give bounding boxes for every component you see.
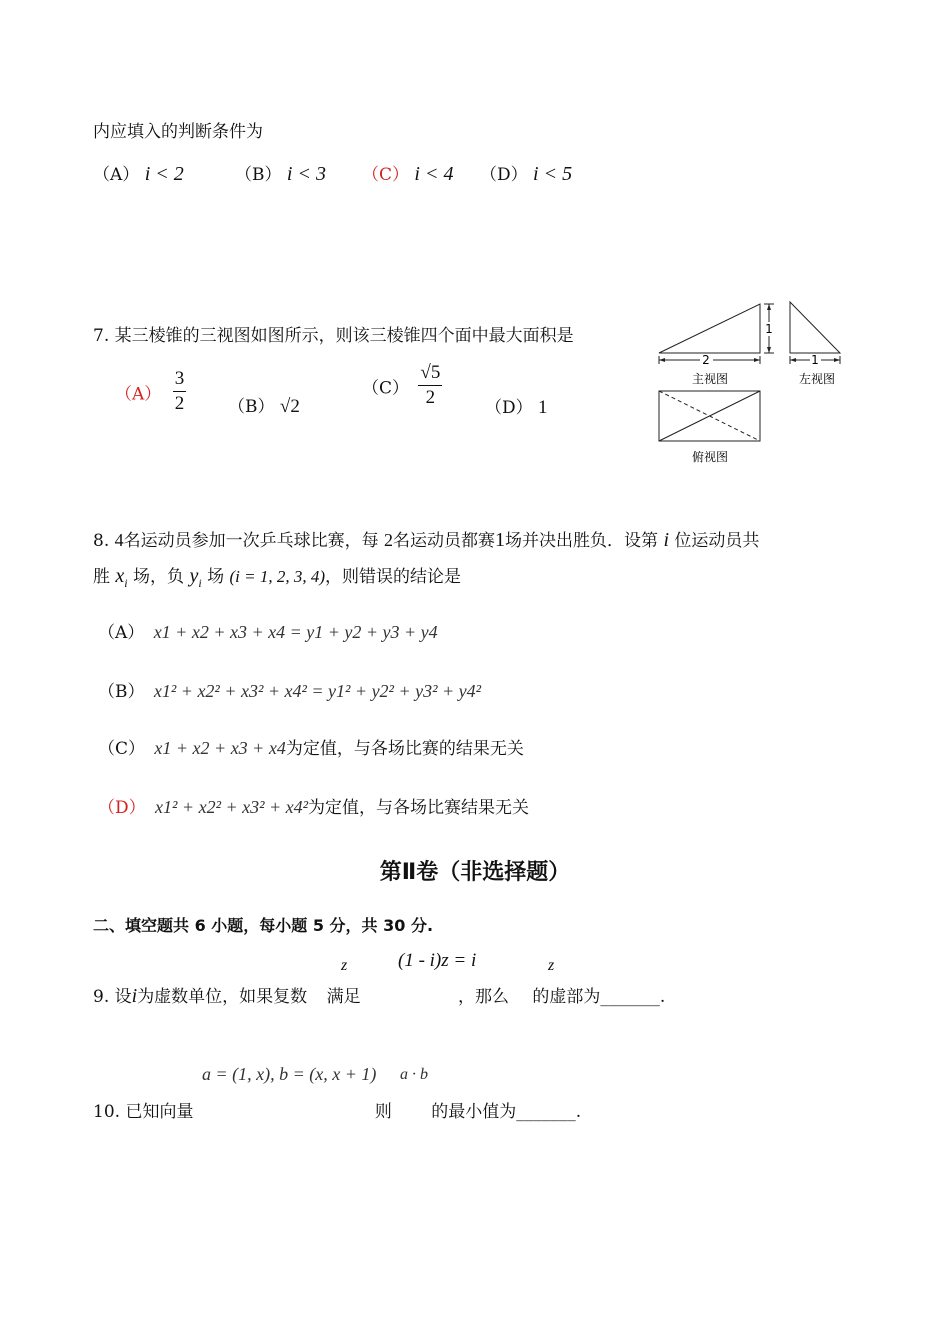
option-label: （B） <box>228 397 275 417</box>
option-expr: i < 2 <box>144 163 184 185</box>
q6-tail-text: 内应填入的判断条件为 <box>93 122 263 142</box>
option-expr: x1 + x2 + x3 + x4 <box>154 738 286 758</box>
q6-option-c <box>362 160 453 186</box>
q8-line1 <box>93 526 759 552</box>
option-label: （A） <box>98 623 145 643</box>
q6-option-a <box>93 160 184 186</box>
q8-text: 胜 <box>93 567 110 587</box>
dim-arrow <box>834 358 840 362</box>
front-view-triangle <box>659 304 760 353</box>
dim-front-width: 2 <box>702 353 710 367</box>
q8-index-set: (i = 1, 2, 3, 4) <box>229 567 326 586</box>
option-expr: i < 5 <box>533 163 573 185</box>
q9-text: ，那么 <box>458 987 509 1007</box>
q8-option-d <box>98 793 529 818</box>
option-label: （D） <box>485 398 533 418</box>
fraction-numerator: 3 <box>173 368 187 392</box>
side-view-label: 左视图 <box>798 372 836 386</box>
option-label: （A） <box>115 384 162 405</box>
option-label: （C） <box>362 378 410 399</box>
dim-side-width: 1 <box>811 353 819 367</box>
q8-text: 位运动员共 <box>674 531 760 551</box>
q8-number: 8. <box>93 531 110 551</box>
side-view-triangle <box>790 302 840 353</box>
option-label: （D） <box>98 798 146 818</box>
fraction-numerator: √5 <box>418 362 442 386</box>
q9-text: 9. 设 <box>93 987 132 1007</box>
option-label: （A） <box>93 165 140 185</box>
q8-text: 名运动员都赛 <box>393 531 496 551</box>
front-view-label: 主视图 <box>691 372 729 386</box>
q7-stem: 7. 某三棱锥的三视图如图所示，则该三棱锥四个面中最大面积是 <box>93 326 574 346</box>
option-expr: √2 <box>279 396 300 417</box>
option-label: （B） <box>98 682 145 702</box>
q9-z-raised: z <box>341 957 348 974</box>
option-label: （C） <box>98 739 146 759</box>
fraction-denominator: 2 <box>174 393 185 414</box>
q10-vectors: a = (1, x), b = (x, x + 1) <box>202 1064 377 1084</box>
option-expr: x1 + x2 + x3 + x4 = y1 + y2 + y3 + y4 <box>153 622 438 642</box>
q8-text: 场并决出胜负．设第 <box>505 531 659 551</box>
q9-text: 的虚部为_______. <box>532 987 666 1007</box>
fraction <box>173 368 187 416</box>
q9-var-i: i <box>131 985 138 1007</box>
option-expr: x1² + x2² + x3² + x4² <box>155 797 309 817</box>
var-x-i: $x_i$ <box>115 565 128 590</box>
dim-arrow <box>659 358 665 362</box>
section-heading: 二、填空题共 6 小题，每小题 5 分，共 30 分. <box>93 916 434 935</box>
q8-text: 名运动员参加一次乒乓球比赛，每 <box>123 531 379 551</box>
q7-option-d <box>485 393 548 419</box>
q7-option-b <box>228 392 300 418</box>
q10-text: 则 <box>374 1102 392 1122</box>
q8-option-b <box>98 677 481 702</box>
q9-text: 满足 <box>326 987 361 1007</box>
q7-option-c <box>362 362 442 410</box>
option-expr: x1² + x2² + x3² + x4² = y1² + y2² + y3² + y4² <box>153 681 482 701</box>
q8-line2 <box>93 562 461 591</box>
q6-option-d <box>480 160 572 186</box>
part2-title: 第Ⅱ卷（非选择题） <box>379 860 571 885</box>
option-text: 为定值，与各场比赛的结果无关 <box>285 739 524 759</box>
q10-dot: a · b <box>400 1066 428 1083</box>
dim-arrow <box>767 347 771 353</box>
q8-text: 场，负 <box>133 567 185 587</box>
option-label: （B） <box>235 165 282 185</box>
q9-text: 为虚数单位，如果复数 <box>137 987 308 1007</box>
option-label: （D） <box>480 165 528 185</box>
q10-line <box>93 1097 581 1122</box>
option-expr: 1 <box>538 397 548 418</box>
q7-option-a <box>115 368 186 416</box>
q8-n-pair: 2 <box>384 530 394 550</box>
option-label: （C） <box>362 165 410 185</box>
var-y-i: $y_i$ <box>189 565 202 590</box>
q8-text: ，则错误的结论是 <box>325 567 462 587</box>
q8-option-c <box>98 734 524 759</box>
q6-option-b <box>235 160 326 186</box>
q8-n-games: 1 <box>495 529 506 551</box>
q10-text: 的最小值为_______. <box>431 1102 582 1122</box>
fraction-denominator: 2 <box>425 387 436 408</box>
dim-height: 1 <box>765 322 773 336</box>
option-expr: i < 4 <box>414 163 454 185</box>
option-expr: i < 3 <box>286 163 326 185</box>
fraction <box>418 362 442 410</box>
dim-arrow <box>754 358 760 362</box>
option-text: 为定值，与各场比赛结果无关 <box>308 798 530 818</box>
dim-arrow <box>767 304 771 310</box>
top-view-label: 俯视图 <box>691 450 729 464</box>
q8-option-a <box>98 618 438 643</box>
q9-equation: (1 - i)z = i <box>398 950 477 971</box>
three-view-figure <box>650 296 850 468</box>
q9-line <box>93 982 665 1008</box>
dim-arrow <box>790 358 796 362</box>
q8-n-players: 4 <box>114 530 124 550</box>
q8-var-i: i <box>663 529 670 551</box>
q10-text: 10. 已知向量 <box>93 1102 194 1122</box>
q9-z-raised-2: z <box>548 957 555 974</box>
q8-text: 场 <box>207 567 225 587</box>
